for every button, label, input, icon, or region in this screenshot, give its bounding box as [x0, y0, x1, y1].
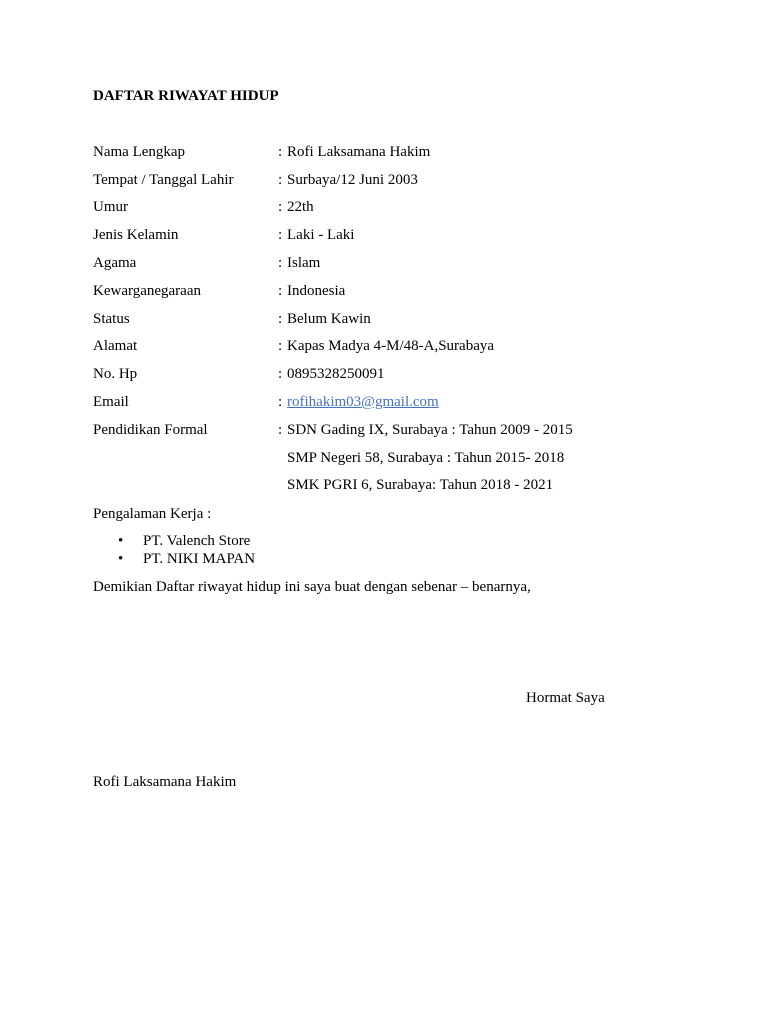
field-colon: :	[278, 255, 283, 271]
education-line: SMK PGRI 6, Surabaya: Tahun 2018 - 2021	[287, 477, 554, 493]
field-label: Tempat / Tanggal Lahir	[93, 172, 234, 188]
field-row-email	[93, 393, 693, 411]
field-value: 0895328250091	[287, 366, 385, 382]
list-item-text: PT. Valench Store	[143, 533, 251, 549]
field-colon: :	[278, 199, 283, 215]
field-value: Islam	[287, 255, 321, 271]
field-row-alamat	[93, 337, 693, 355]
document-title: DAFTAR RIWAYAT HIDUP	[93, 88, 279, 104]
education-line: SMP Negeri 58, Surabaya : Tahun 2015- 2018	[287, 450, 565, 466]
field-value: Kapas Madya 4-M/48-A,Surabaya	[287, 338, 495, 354]
field-value: Indonesia	[287, 283, 346, 299]
field-label: Pendidikan Formal	[93, 422, 208, 438]
signature-greeting: Hormat Saya	[526, 690, 605, 706]
field-row-jenis-kelamin	[93, 226, 693, 244]
bullet-icon: •	[118, 533, 124, 549]
field-label: Email	[93, 394, 129, 410]
field-row-status	[93, 310, 693, 328]
field-value: Belum Kawin	[287, 311, 371, 327]
signature-name: Rofi Laksamana Hakim	[93, 774, 237, 790]
field-colon: :	[278, 422, 283, 438]
field-value: Rofi Laksamana Hakim	[287, 144, 431, 160]
list-item-text: PT. NIKI MAPAN	[143, 551, 256, 567]
field-label: Alamat	[93, 338, 138, 354]
closing-statement: Demikian Daftar riwayat hidup ini saya buat dengan sebenar – benarnya,	[93, 579, 531, 595]
field-colon: :	[278, 366, 283, 382]
field-colon: :	[278, 394, 283, 410]
field-row-agama	[93, 254, 693, 272]
field-row-kewarganegaraan	[93, 282, 693, 300]
field-value: Laki - Laki	[287, 227, 355, 243]
field-label: Kewarganegaraan	[93, 283, 201, 299]
field-row-pendidikan-formal	[93, 421, 693, 439]
field-value: SDN Gading IX, Surabaya : Tahun 2009 - 2015	[287, 422, 573, 438]
field-label: Nama Lengkap	[93, 144, 186, 160]
field-label: Status	[93, 311, 130, 327]
field-label: No. Hp	[93, 366, 138, 382]
field-colon: :	[278, 227, 283, 243]
email-link[interactable]: rofihakim03@gmail.com	[287, 394, 439, 410]
field-value: Surbaya/12 Juni 2003	[287, 172, 418, 188]
bullet-icon: •	[118, 551, 124, 567]
field-colon: :	[278, 283, 283, 299]
field-colon: :	[278, 144, 283, 160]
experience-heading: Pengalaman Kerja :	[93, 506, 212, 522]
field-label: Umur	[93, 199, 128, 215]
field-row-umur	[93, 198, 693, 216]
field-value: 22th	[287, 199, 314, 215]
field-colon: :	[278, 338, 283, 354]
field-row-tempat-tanggal-lahir	[93, 171, 693, 189]
field-row-nama-lengkap	[93, 143, 693, 161]
field-colon: :	[278, 172, 283, 188]
field-row-no-hp	[93, 365, 693, 383]
field-label: Jenis Kelamin	[93, 227, 179, 243]
field-label: Agama	[93, 255, 137, 271]
field-colon: :	[278, 311, 283, 327]
